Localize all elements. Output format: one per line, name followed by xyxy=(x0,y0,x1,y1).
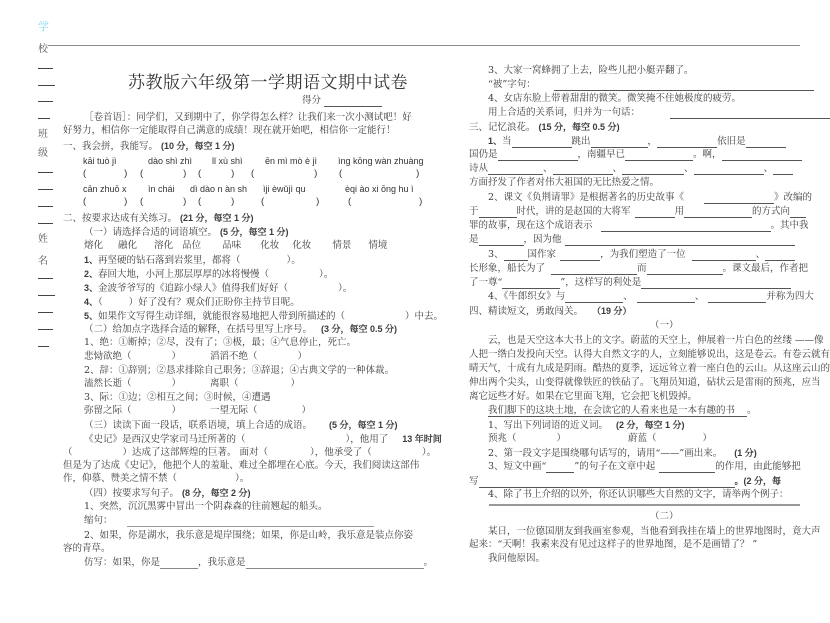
memory-q1-line-4: 方面抒发了作者对伟大祖国的无比热爱之情。 xyxy=(469,177,660,188)
pinyin-8: dì dào n àn sh xyxy=(190,184,248,194)
part4-item-2-line-1: 2、如果，你是湖水，我乐意是堤岸围绕；如果，你是山岭，我乐意是装点你姿 xyxy=(84,530,414,541)
part2-score: (3 分，每空 0.5 分) xyxy=(321,324,398,334)
word-bank-item: 溶化 xyxy=(154,240,174,251)
answer-line[interactable] xyxy=(659,462,715,473)
answer-line[interactable] xyxy=(591,137,648,148)
section2-score: (21 分，每空 1 分) xyxy=(180,213,254,223)
fill-item-3: 3、金波爷爷写的《追踪小绿人》值得我们好好（ ）。 xyxy=(84,283,353,294)
answer-line[interactable] xyxy=(127,516,374,527)
section2-heading xyxy=(63,212,254,225)
answer-line[interactable] xyxy=(684,207,752,218)
part4-item-2-prompt: 仿写：如果，你是 ，我乐意是 。 xyxy=(84,557,434,568)
passage-1-underlined: 我们脚下的这块土地，在会读它的人看来也是一本有趣的书 。 xyxy=(488,405,757,416)
word-bank-item: 情景 xyxy=(332,240,352,251)
pinyin-6: cān zhuō x xyxy=(83,184,127,194)
answer-line[interactable] xyxy=(488,164,543,175)
right-item-4-prompt: 用上合适的关系词，归并为一句话： xyxy=(488,107,830,119)
reading-q3-line-2: 写 。(2 分，每 xyxy=(469,476,782,487)
section4-title: 四、精读短文，勇敢闯关。 xyxy=(469,306,584,317)
right-item-3-prompt: “被”字句： xyxy=(488,79,814,91)
section1-title: 一、我会拼，我能写。 xyxy=(63,141,159,152)
part3-heading xyxy=(84,419,398,432)
answer-line[interactable] xyxy=(622,164,684,175)
school-label-char-2: 校 xyxy=(38,44,48,55)
memory-q1-line-3: 诗从 、 、 、 、 xyxy=(469,163,793,175)
section3-heading xyxy=(469,121,620,134)
answer-line[interactable] xyxy=(504,250,528,261)
margin-dash xyxy=(38,206,53,207)
section1-score: (10 分，每空 1 分) xyxy=(161,141,235,151)
class-label-char-1: 班 xyxy=(38,129,48,140)
answer-line[interactable] xyxy=(565,292,623,303)
answer-line[interactable] xyxy=(512,137,572,148)
part4-item-2-line-2: 容的青草。 xyxy=(63,543,111,554)
part3-title: （三）读读下面一段话，联系语境，填上合适的成语。 xyxy=(84,420,313,431)
pinyin-10: èqi ào xi ōng hu ì xyxy=(345,184,414,194)
part1-heading xyxy=(84,226,289,239)
answer-line[interactable] xyxy=(694,164,764,175)
passage-1-line: 伸出两个尖头，山变得就像铁匠的铁砧了。飞翔员知道，砧状云是雷雨的预兆，应当 xyxy=(469,377,821,388)
answer-paren[interactable]: ( ) xyxy=(348,196,423,207)
score-field xyxy=(302,95,382,107)
name-label-char-1: 姓 xyxy=(38,234,48,245)
memory-q2-line-4: 是 ，因为他 xyxy=(469,234,795,246)
margin-dash xyxy=(38,189,53,190)
part4-item-1: 1、突然，沉沉黑雾中冒出一个阴森森的往前翘起的船头。 xyxy=(84,501,328,512)
school-label-char-1: 学 xyxy=(38,20,49,33)
answer-line[interactable] xyxy=(641,278,791,289)
score-blank[interactable] xyxy=(324,96,382,107)
answer-line[interactable] xyxy=(647,264,723,275)
passage-2-line: 某日，一位德国朋友到我画室参观，当他看到我挂在墙上的世界地图时，竟大声 xyxy=(488,526,821,537)
section3-score: (15 分，每空 0.5 分) xyxy=(538,122,620,132)
margin-dash xyxy=(38,329,53,330)
def-2: 2、辞：①辞别；②恳求排除自己职务；③辞退；④古典文学的一种体裁。 xyxy=(84,365,395,376)
margin-dash xyxy=(38,68,53,69)
margin-dash xyxy=(38,118,50,119)
memory-q3-line-3: 了一尊“ ”，这样写的利处是 xyxy=(469,277,791,289)
answer-line[interactable] xyxy=(765,250,795,261)
class-label-char-2: 级 xyxy=(38,148,48,159)
answer-line[interactable] xyxy=(160,558,198,569)
answer-line[interactable] xyxy=(479,477,735,488)
def-3: 3、际：①边；②相互之间；③时候，④遭遇 xyxy=(84,392,271,403)
answer-line[interactable] xyxy=(692,250,756,261)
word-bank-item: 情境 xyxy=(368,240,388,251)
word-bank-item: 品位 xyxy=(182,240,202,251)
memory-q2-line-3: 罪的故事，现在这个成语表示 。其中我 xyxy=(469,220,809,231)
pinyin-9: ìji èwǔjì qu xyxy=(263,184,306,194)
margin-dash xyxy=(38,346,49,347)
answer-paren[interactable]: ( ) xyxy=(83,168,128,179)
part2-title: （二）给加点字选择合适的解释，在括号里写上序号。 xyxy=(84,324,313,335)
passage-1-line: 晴天气，十成有九成是阴雨。酷热的夏季，远远耸立着一座白色的云山。从这座云山的 xyxy=(469,363,830,374)
answer-paren[interactable]: ( ) xyxy=(140,196,187,207)
section2-title: 二、按要求达成有关练习。 xyxy=(63,213,178,224)
section4-score: （19 分） xyxy=(592,306,632,316)
passage-2-label: （二） xyxy=(650,511,679,522)
answer-line[interactable] xyxy=(489,504,800,506)
answer-line[interactable] xyxy=(773,164,793,175)
section1-heading xyxy=(63,140,235,153)
answer-line[interactable] xyxy=(657,137,717,148)
margin-dash xyxy=(38,312,53,313)
fill-item-5: 5、如果作文写得生动详细，就能很容易地把人带到所描述的（ ）中去。 xyxy=(84,311,444,322)
answer-line[interactable] xyxy=(546,462,574,473)
word-bank-item: 品味 xyxy=(222,240,242,251)
memory-q4: 4、《牛郎织女》与 、 、 并称为四大 xyxy=(488,291,814,302)
reading-q4: 4、除了书上介绍的以外，你还认识哪些大自然的文字，请举两个例子： xyxy=(488,489,789,500)
margin-dash xyxy=(38,295,55,296)
memory-q2-line-2: 于 时代，讲的是赵国的大将军 用 的方式向 xyxy=(469,206,806,218)
right-item-4: 4、女店东脸上带着甜甜的微笑。微笑掩不住她极度的疲劳。 xyxy=(488,93,742,104)
answer-paren[interactable]: ( ) xyxy=(339,168,420,179)
answer-line[interactable] xyxy=(554,80,814,91)
answer-line[interactable] xyxy=(637,292,695,303)
answer-line[interactable] xyxy=(479,207,517,218)
pinyin-1: kāi tuò jì xyxy=(83,156,117,166)
word-bank-item: 化妆 xyxy=(292,240,312,251)
answer-line[interactable] xyxy=(635,207,675,218)
answer-paren[interactable]: ( ) xyxy=(140,168,187,179)
memory-q2-line-1: 2、课文《负荆请罪》是根据著名的历史故事《 》改编的 xyxy=(488,192,813,203)
choice-1a: 悲恸欲绝（ ） xyxy=(84,351,182,362)
choice-3a: 弥留之际（ ） xyxy=(84,405,182,416)
margin-dash xyxy=(38,85,55,86)
reading-q1: 1、写出下列词语的近义词。 (2 分，每空 1 分) xyxy=(488,420,685,431)
answer-line[interactable] xyxy=(565,235,795,246)
answer-line[interactable] xyxy=(246,558,424,569)
section4-heading xyxy=(469,305,632,318)
part4-title: （四）按要求写句子。 xyxy=(84,488,180,499)
memory-q3-line-2: 长形象，船长为了 而 。课文最后，作者把 xyxy=(469,263,809,274)
choice-3b: 一望无际（ ） xyxy=(210,405,312,416)
passage-1-label: （一） xyxy=(650,320,679,331)
reading-q2: 2、第一段文字是围绕哪句话写的，请用“——”画出来。 (1 分) xyxy=(488,448,757,459)
fill-item-4: 4、（ ）好了没有？观众们正盼你主持节目呢。 xyxy=(84,297,300,308)
passage-2-line: 起来：“天啊！我素来没有见过这样子的世界地图，是不是画错了？ ” xyxy=(469,539,758,550)
part4-item-1-prompt: 缩句： xyxy=(84,515,374,527)
fill-item-2: 2、春回大地，小河上那层厚厚的冰将慢慢（ ）。 xyxy=(84,269,334,280)
word-bank xyxy=(84,240,387,252)
memory-q3-line-1: 3、 国作家 ，为我们塑造了一位 、 xyxy=(488,249,795,261)
part3-line-2: （ ）达成了这部辉煌的巨著。 面对（ ），他承受了（ ）。 xyxy=(63,447,437,458)
word-bank-item: 化妆 xyxy=(260,240,280,251)
answer-line[interactable] xyxy=(670,108,830,119)
score-label: 得分 xyxy=(302,95,322,106)
answer-line[interactable] xyxy=(601,221,771,232)
memory-q1-line-2: 国仍是 ，南疆早已 。啊， xyxy=(469,149,802,161)
part1-title: （一）请选择合适的词语填空。 xyxy=(84,227,218,238)
part3-line-1: 《史记》是西汉史学家司马迁所著的（ ），他用了 13 年时间 xyxy=(84,434,442,445)
answer-line[interactable] xyxy=(553,164,613,175)
part3-line-4: 作，仰慕、赞美之情不禁（ ）。 xyxy=(63,473,250,484)
pinyin-4: ēn mì mò è jì xyxy=(265,156,318,166)
word-bank-item: 熔化 xyxy=(84,240,104,251)
choice-2b: 离职（ ） xyxy=(210,378,301,389)
answer-line[interactable] xyxy=(722,150,802,161)
part4-heading xyxy=(84,487,251,500)
margin-dash xyxy=(38,172,53,173)
intro-line-1: ［卷首语］：同学们，又到期中了，你学得怎么样？让我们来一次小测试吧！好 xyxy=(84,112,412,123)
memory-q1-line-1: 1、当 跳出 ， 依旧是 xyxy=(488,135,786,148)
word-bank-item: 融化 xyxy=(118,240,138,251)
right-item-3: 3、大家一窝蜂拥了上去，险些儿把小艇弄翻了。 xyxy=(488,65,694,76)
section3-title: 三、记忆浪花。 xyxy=(469,122,536,133)
pinyin-7: ìn chái xyxy=(148,184,175,194)
answer-line[interactable] xyxy=(625,150,693,161)
passage-1-line: 人把一绺白发投向天空。认得大自然文字的人，立刻能够说出，这是卷云。有卷云就有 xyxy=(469,349,830,360)
name-label-char-2: 名 xyxy=(38,256,48,267)
part1-score: (5 分，每空 1 分) xyxy=(220,227,289,237)
reading-q3: 3、短文中画“ ”的句子在文章中起 的作用，由此能够把 xyxy=(488,461,801,472)
answer-paren[interactable]: ( ) xyxy=(198,196,235,207)
fill-item-1: 1、再坚硬的钻石落到岩浆里，都将（ ）。 xyxy=(84,255,301,266)
part4-score: (8 分，每空 2 分) xyxy=(182,488,251,498)
answer-line[interactable] xyxy=(551,264,637,275)
margin-dash xyxy=(38,278,53,279)
answer-paren[interactable]: ( ) xyxy=(198,168,235,179)
part3-score: (5 分，每空 1 分) xyxy=(329,420,398,430)
margin-dash xyxy=(38,101,53,102)
answer-line[interactable] xyxy=(479,235,524,246)
answer-paren[interactable]: ( ) xyxy=(251,168,318,179)
answer-paren[interactable]: ( ) xyxy=(83,196,128,207)
page-title: 苏教版六年级第一学期语文期中试卷 xyxy=(128,73,408,93)
school-line xyxy=(48,45,800,46)
answer-paren[interactable]: ( ) xyxy=(261,196,320,207)
answer-line[interactable] xyxy=(560,250,600,261)
answer-line[interactable] xyxy=(498,150,578,161)
passage-1-line: 云，也是天空这本大书上的文字。蔚蓝的天空上，伸展着一片白色的丝缕 ——像 xyxy=(488,335,824,346)
part3-line-3: 但是为了达成《史记》，他把个人的羞耻、难过全都埋在心底。今天，我们阅读这部伟 xyxy=(63,460,420,471)
reading-q1-b: 蔚蓝（ ） xyxy=(628,433,713,444)
passage-1-line: 离它远些才好。如果在它里面飞翔，它会把飞机毁掉。 xyxy=(469,391,698,402)
margin-dash xyxy=(38,223,53,224)
pinyin-2: dào shì zhì xyxy=(148,156,193,166)
answer-line[interactable] xyxy=(746,137,786,148)
answer-line[interactable] xyxy=(790,207,806,218)
answer-line[interactable] xyxy=(704,193,774,204)
answer-line[interactable] xyxy=(708,292,766,303)
part2-heading xyxy=(84,323,397,336)
def-1: 1、绝：①断掉；②尽，没有了；③极，最；④气息停止，死亡。 xyxy=(84,337,357,348)
reading-q1-a: 预兆（ ） xyxy=(488,433,567,444)
pinyin-5: ìng kōng wàn zhuàng xyxy=(338,156,424,166)
passage-2-line: 我问他原因。 xyxy=(488,553,546,564)
pinyin-3: lǐ xù shì xyxy=(212,156,243,166)
choice-2a: 溘然长逝（ ） xyxy=(84,378,182,389)
intro-line-2: 好努力，相信你一定能取得自己满意的成绩！现在就开始吧，相信你一定能行！ xyxy=(63,125,396,136)
answer-line[interactable] xyxy=(502,278,560,289)
choice-1b: 滔滔不绝（ ） xyxy=(210,351,308,362)
